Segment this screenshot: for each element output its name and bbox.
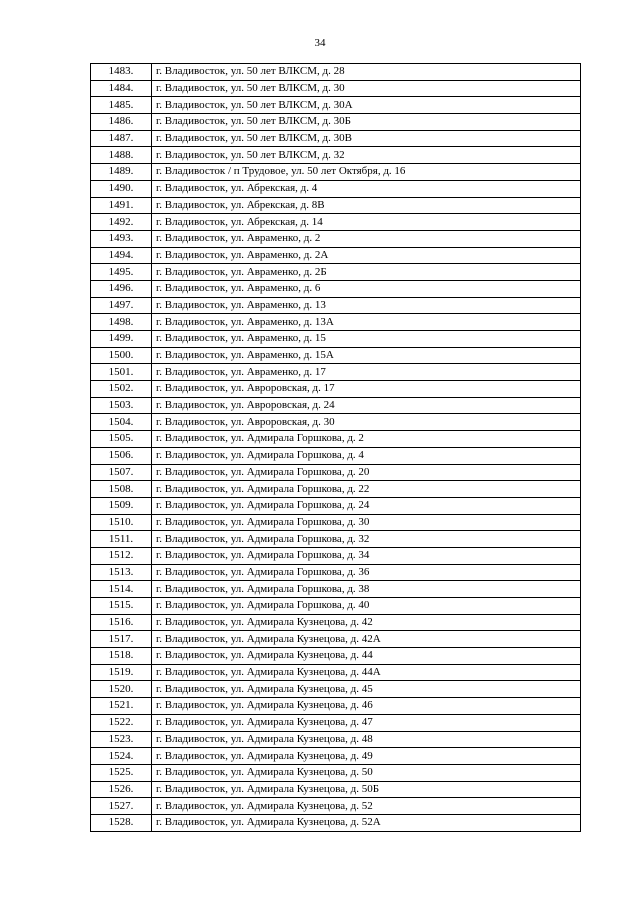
- row-address: г. Владивосток, ул. Адмирала Горшкова, д. 38: [152, 581, 581, 598]
- row-address: г. Владивосток, ул. 50 лет ВЛКСМ, д. 30А: [152, 97, 581, 114]
- table-row: [91, 130, 581, 147]
- table-row: [91, 280, 581, 297]
- table-row: [91, 64, 581, 81]
- row-number: 1512.: [91, 547, 152, 564]
- table-row: [91, 564, 581, 581]
- row-number: 1515.: [91, 598, 152, 615]
- row-number: 1516.: [91, 614, 152, 631]
- table-row: [91, 731, 581, 748]
- table-row: [91, 748, 581, 765]
- row-address: г. Владивосток, ул. Адмирала Кузнецова, д. 42А: [152, 631, 581, 648]
- table-row: [91, 347, 581, 364]
- row-number: 1518.: [91, 648, 152, 665]
- row-address: г. Владивосток, ул. Адмирала Кузнецова, д. 50: [152, 764, 581, 781]
- row-address: г. Владивосток, ул. Авраменко, д. 2А: [152, 247, 581, 264]
- row-number: 1521.: [91, 698, 152, 715]
- row-address: г. Владивосток, ул. Адмирала Кузнецова, д. 42: [152, 614, 581, 631]
- row-address: г. Владивосток / п Трудовое, ул. 50 лет Октября, д. 16: [152, 164, 581, 181]
- table-row: [91, 514, 581, 531]
- row-number: 1509.: [91, 497, 152, 514]
- table-row: [91, 80, 581, 97]
- row-address: г. Владивосток, ул. Адмирала Кузнецова, д. 46: [152, 698, 581, 715]
- table-row: [91, 531, 581, 548]
- row-address: г. Владивосток, ул. Адмирала Кузнецова, д. 44: [152, 648, 581, 665]
- table-row: [91, 297, 581, 314]
- row-address: г. Владивосток, ул. Авроровская, д. 30: [152, 414, 581, 431]
- table-row: [91, 314, 581, 331]
- table-row: [91, 781, 581, 798]
- row-number: 1520.: [91, 681, 152, 698]
- table-row: [91, 264, 581, 281]
- table-row: [91, 614, 581, 631]
- address-table: [90, 63, 581, 832]
- table-row: [91, 180, 581, 197]
- row-address: г. Владивосток, ул. Авраменко, д. 2Б: [152, 264, 581, 281]
- table-row: [91, 814, 581, 831]
- row-address: г. Владивосток, ул. Адмирала Горшкова, д. 2: [152, 431, 581, 448]
- table-row: [91, 714, 581, 731]
- row-address: г. Владивосток, ул. 50 лет ВЛКСМ, д. 28: [152, 64, 581, 81]
- row-address: г. Владивосток, ул. Авраменко, д. 6: [152, 280, 581, 297]
- row-number: 1489.: [91, 164, 152, 181]
- row-number: 1513.: [91, 564, 152, 581]
- table-row: [91, 447, 581, 464]
- table-row: [91, 631, 581, 648]
- table-row: [91, 247, 581, 264]
- row-address: г. Владивосток, ул. 50 лет ВЛКСМ, д. 30Б: [152, 114, 581, 131]
- row-number: 1498.: [91, 314, 152, 331]
- row-number: 1492.: [91, 214, 152, 231]
- row-number: 1484.: [91, 80, 152, 97]
- row-number: 1505.: [91, 431, 152, 448]
- row-number: 1504.: [91, 414, 152, 431]
- row-number: 1496.: [91, 280, 152, 297]
- table-row: [91, 114, 581, 131]
- row-address: г. Владивосток, ул. Авроровская, д. 24: [152, 397, 581, 414]
- table-row: [91, 431, 581, 448]
- row-address: г. Владивосток, ул. Абрекская, д. 14: [152, 214, 581, 231]
- row-address: г. Владивосток, ул. Авраменко, д. 17: [152, 364, 581, 381]
- table-row: [91, 97, 581, 114]
- table-row: [91, 648, 581, 665]
- row-number: 1510.: [91, 514, 152, 531]
- table-row: [91, 197, 581, 214]
- row-address: г. Владивосток, ул. Абрекская, д. 4: [152, 180, 581, 197]
- row-number: 1500.: [91, 347, 152, 364]
- row-address: г. Владивосток, ул. 50 лет ВЛКСМ, д. 30: [152, 80, 581, 97]
- row-number: 1503.: [91, 397, 152, 414]
- row-number: 1511.: [91, 531, 152, 548]
- row-number: 1502.: [91, 381, 152, 398]
- table-row: [91, 598, 581, 615]
- page-number: 34: [314, 37, 326, 49]
- row-number: 1487.: [91, 130, 152, 147]
- table-row: [91, 414, 581, 431]
- row-address: г. Владивосток, ул. Адмирала Горшкова, д. 24: [152, 497, 581, 514]
- row-address: г. Владивосток, ул. Адмирала Горшкова, д. 36: [152, 564, 581, 581]
- row-number: 1488.: [91, 147, 152, 164]
- row-address: г. Владивосток, ул. 50 лет ВЛКСМ, д. 30В: [152, 130, 581, 147]
- row-number: 1490.: [91, 180, 152, 197]
- address-table-body: [91, 64, 581, 832]
- row-address: г. Владивосток, ул. Адмирала Горшкова, д. 40: [152, 598, 581, 615]
- row-number: 1495.: [91, 264, 152, 281]
- row-address: г. Владивосток, ул. Адмирала Горшкова, д. 22: [152, 481, 581, 498]
- row-address: г. Владивосток, ул. Авраменко, д. 15: [152, 331, 581, 348]
- table-row: [91, 331, 581, 348]
- row-number: 1514.: [91, 581, 152, 598]
- row-number: 1525.: [91, 764, 152, 781]
- row-number: 1499.: [91, 331, 152, 348]
- row-number: 1506.: [91, 447, 152, 464]
- row-address: г. Владивосток, ул. Адмирала Кузнецова, д. 50Б: [152, 781, 581, 798]
- row-address: г. Владивосток, ул. Адмирала Кузнецова, д. 45: [152, 681, 581, 698]
- row-number: 1523.: [91, 731, 152, 748]
- row-number: 1485.: [91, 97, 152, 114]
- table-row: [91, 364, 581, 381]
- table-row: [91, 147, 581, 164]
- row-number: 1508.: [91, 481, 152, 498]
- row-number: 1497.: [91, 297, 152, 314]
- table-row: [91, 381, 581, 398]
- row-number: 1526.: [91, 781, 152, 798]
- row-address: г. Владивосток, ул. Адмирала Кузнецова, д. 44А: [152, 664, 581, 681]
- row-number: 1524.: [91, 748, 152, 765]
- table-row: [91, 698, 581, 715]
- row-address: г. Владивосток, ул. Адмирала Кузнецова, д. 48: [152, 731, 581, 748]
- table-row: [91, 681, 581, 698]
- table-row: [91, 547, 581, 564]
- table-row: [91, 581, 581, 598]
- row-number: 1501.: [91, 364, 152, 381]
- row-address: г. Владивосток, ул. Адмирала Кузнецова, д. 47: [152, 714, 581, 731]
- row-address: г. Владивосток, ул. 50 лет ВЛКСМ, д. 32: [152, 147, 581, 164]
- table-row: [91, 497, 581, 514]
- row-address: г. Владивосток, ул. Адмирала Горшкова, д. 32: [152, 531, 581, 548]
- table-row: [91, 664, 581, 681]
- row-address: г. Владивосток, ул. Адмирала Горшкова, д. 34: [152, 547, 581, 564]
- row-address: г. Владивосток, ул. Адмирала Кузнецова, д. 52: [152, 798, 581, 815]
- row-address: г. Владивосток, ул. Адмирала Кузнецова, д. 52А: [152, 814, 581, 831]
- row-address: г. Владивосток, ул. Абрекская, д. 8В: [152, 197, 581, 214]
- row-address: г. Владивосток, ул. Авраменко, д. 15А: [152, 347, 581, 364]
- row-address: г. Владивосток, ул. Адмирала Горшкова, д. 30: [152, 514, 581, 531]
- row-address: г. Владивосток, ул. Адмирала Горшкова, д. 20: [152, 464, 581, 481]
- row-address: г. Владивосток, ул. Адмирала Кузнецова, д. 49: [152, 748, 581, 765]
- row-address: г. Владивосток, ул. Авраменко, д. 13: [152, 297, 581, 314]
- row-address: г. Владивосток, ул. Авраменко, д. 2: [152, 230, 581, 247]
- table-row: [91, 764, 581, 781]
- row-number: 1528.: [91, 814, 152, 831]
- row-number: 1507.: [91, 464, 152, 481]
- table-row: [91, 397, 581, 414]
- table-row: [91, 481, 581, 498]
- row-number: 1483.: [91, 64, 152, 81]
- table-row: [91, 164, 581, 181]
- row-address: г. Владивосток, ул. Адмирала Горшкова, д. 4: [152, 447, 581, 464]
- table-row: [91, 798, 581, 815]
- row-number: 1494.: [91, 247, 152, 264]
- row-number: 1493.: [91, 230, 152, 247]
- table-row: [91, 464, 581, 481]
- row-number: 1527.: [91, 798, 152, 815]
- table-row: [91, 214, 581, 231]
- row-address: г. Владивосток, ул. Авраменко, д. 13А: [152, 314, 581, 331]
- row-number: 1522.: [91, 714, 152, 731]
- row-number: 1517.: [91, 631, 152, 648]
- row-address: г. Владивосток, ул. Авроровская, д. 17: [152, 381, 581, 398]
- row-number: 1486.: [91, 114, 152, 131]
- row-number: 1491.: [91, 197, 152, 214]
- row-number: 1519.: [91, 664, 152, 681]
- table-row: [91, 230, 581, 247]
